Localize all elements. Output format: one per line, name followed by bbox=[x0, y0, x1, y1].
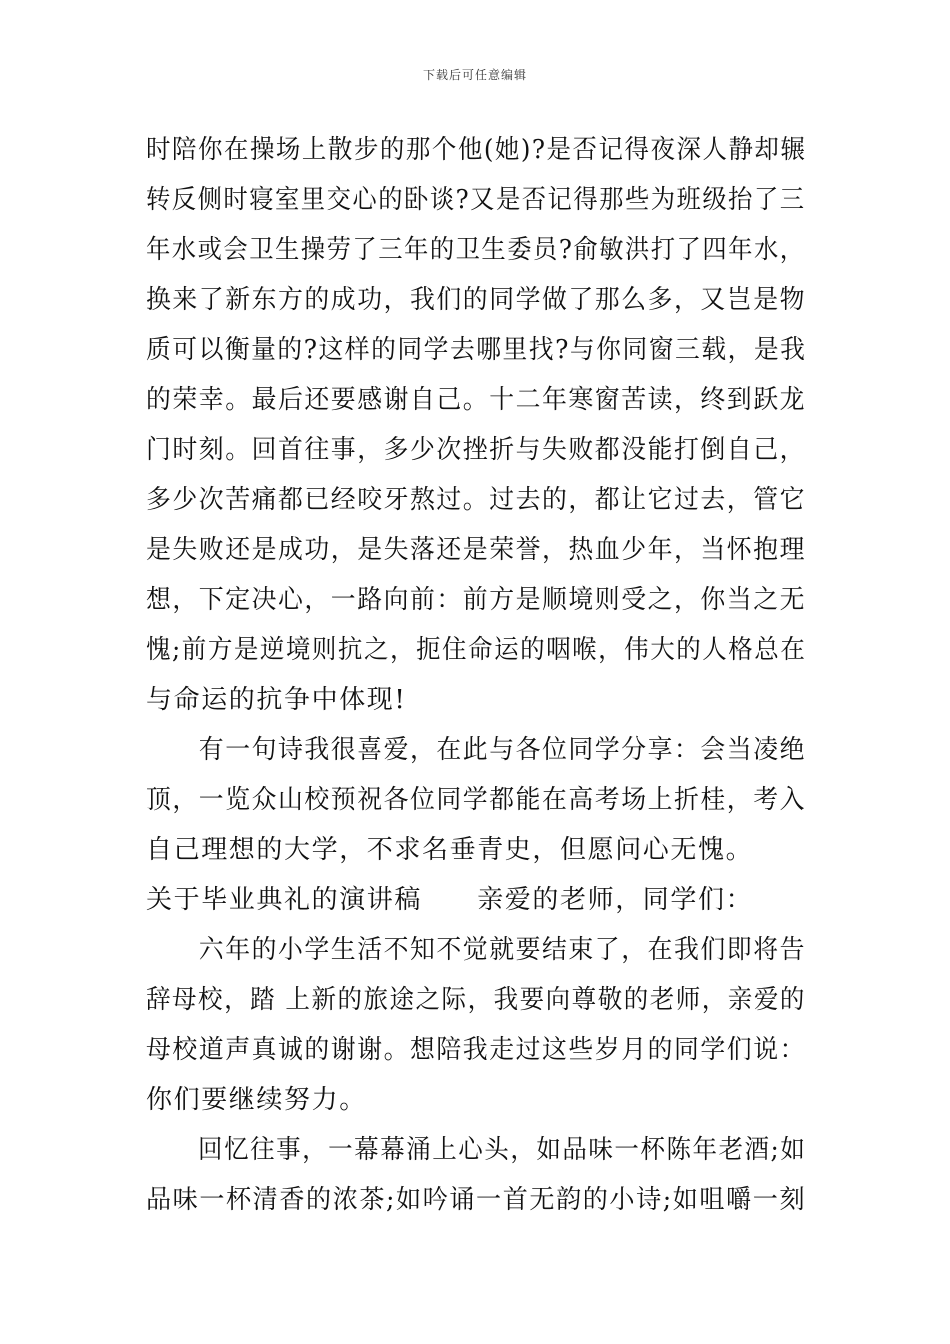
text-line: 与命运的抗争中体现! bbox=[146, 685, 407, 715]
text-line: 愧;前方是逆境则抗之，扼住命运的咽喉，伟大的人格总在 bbox=[146, 635, 807, 665]
page-header: 下载后可任意编辑 bbox=[422, 68, 527, 82]
text-line: 有一句诗我很喜爱，在此与各位同学分享：会当凌绝 bbox=[146, 735, 807, 765]
text-line: 回忆往事，一幕幕涌上心头，如品味一杯陈年老酒;如 bbox=[146, 1135, 807, 1165]
text-line: 顶，一览众山校预祝各位同学都能在高考场上折桂，考入 bbox=[146, 785, 807, 815]
text-line: 想，下定决心，一路向前：前方是顺境则受之，你当之无 bbox=[146, 585, 807, 615]
text-line: 自己理想的大学，不求名垂青史，但愿问心无愧。 bbox=[146, 835, 754, 865]
text-line: 年水或会卫生操劳了三年的卫生委员?俞敏洪打了四年水， bbox=[146, 235, 806, 265]
text-line: 质可以衡量的?这样的同学去哪里找?与你同窗三载，是我 bbox=[146, 335, 807, 365]
text-line: 六年的小学生活不知不觉就要结束了，在我们即将告 bbox=[146, 935, 807, 965]
text-line: 换来了新东方的成功，我们的同学做了那么多，又岂是物 bbox=[146, 285, 807, 315]
text-line: 的荣幸。最后还要感谢自己。十二年寒窗苦读，终到跃龙 bbox=[146, 385, 807, 415]
text-line: 时陪你在操场上散步的那个他(她)?是否记得夜深人静却辗 bbox=[146, 135, 807, 165]
text-line: 转反侧时寝室里交心的卧谈?又是否记得那些为班级抬了三 bbox=[146, 185, 806, 215]
section-title: 关于毕业典礼的演讲稿 亲爱的老师，同学们： bbox=[146, 885, 754, 915]
text-line: 多少次苦痛都已经咬牙熬过。过去的，都让它过去，管它 bbox=[146, 485, 807, 515]
text-line: 门时刻。回首往事，多少次挫折与失败都没能打倒自己， bbox=[146, 435, 807, 465]
text-line: 是失败还是成功，是失落还是荣誉，热血少年，当怀抱理 bbox=[146, 535, 807, 565]
text-line: 辞母校，踏 上新的旅途之际，我要向尊敬的老师，亲爱的 bbox=[146, 985, 806, 1015]
text-line: 你们要继续努力。 bbox=[146, 1085, 367, 1115]
text-line: 品味一杯清香的浓茶;如吟诵一首无韵的小诗;如咀嚼一刻 bbox=[146, 1185, 807, 1215]
text-line: 母校道声真诚的谢谢。想陪我走过这些岁月的同学们说： bbox=[146, 1035, 807, 1065]
